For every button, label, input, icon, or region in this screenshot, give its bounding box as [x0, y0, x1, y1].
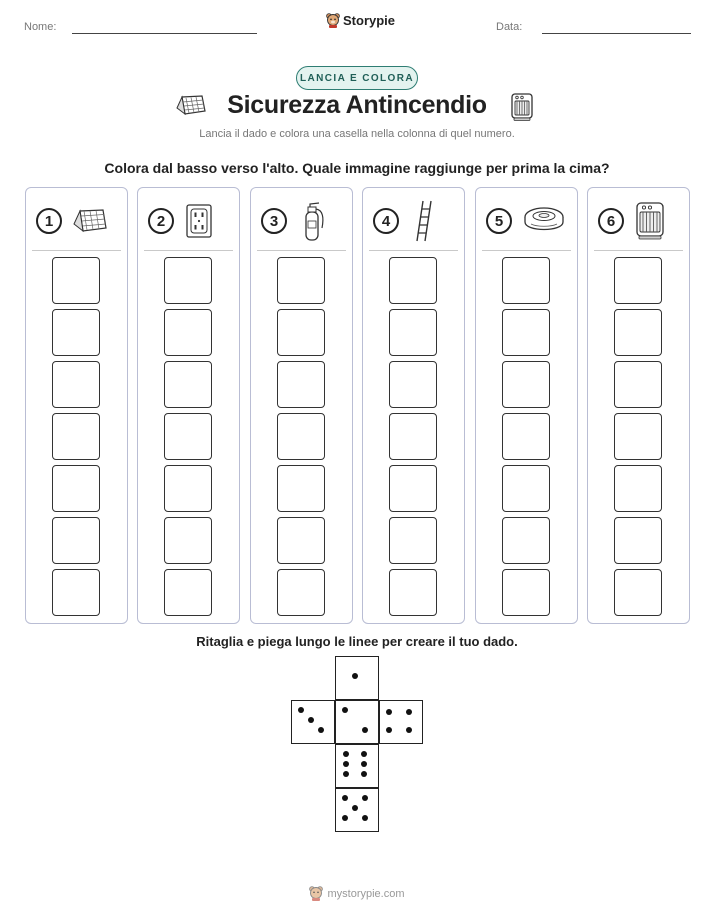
- color-box[interactable]: [52, 517, 100, 564]
- color-box[interactable]: [389, 361, 437, 408]
- column-4: [362, 187, 465, 624]
- column-5: [475, 187, 578, 624]
- cut-instruction: Ritaglia e piega lungo le linee per creare il tuo dado.: [196, 634, 518, 649]
- color-box[interactable]: [502, 257, 550, 304]
- instruction-text: Colora dal basso verso l'alto. Quale immagine raggiunge per prima la cima?: [104, 160, 610, 176]
- color-box[interactable]: [277, 413, 325, 460]
- color-box[interactable]: [614, 309, 662, 356]
- column-6: [587, 187, 690, 624]
- space-heater-icon: [634, 201, 666, 241]
- color-box[interactable]: [614, 569, 662, 616]
- color-box[interactable]: [502, 361, 550, 408]
- column-number: 2: [148, 208, 174, 234]
- brand-name: Storypie: [343, 13, 396, 28]
- color-box[interactable]: [389, 569, 437, 616]
- color-box[interactable]: [164, 569, 212, 616]
- name-line[interactable]: [72, 33, 257, 34]
- smoke-detector-icon: [522, 203, 566, 239]
- fire-extinguisher-icon: [297, 200, 327, 242]
- color-box[interactable]: [52, 361, 100, 408]
- ladder-icon: [409, 200, 435, 242]
- color-box[interactable]: [277, 309, 325, 356]
- column-number: 4: [373, 208, 399, 234]
- color-box[interactable]: [502, 413, 550, 460]
- date-line[interactable]: [542, 33, 691, 34]
- color-box[interactable]: [614, 465, 662, 512]
- die-face-four: [379, 700, 423, 744]
- space-heater-icon: [510, 92, 534, 122]
- color-box[interactable]: [389, 517, 437, 564]
- color-box[interactable]: [52, 309, 100, 356]
- color-box[interactable]: [164, 413, 212, 460]
- color-box[interactable]: [277, 257, 325, 304]
- color-box[interactable]: [52, 257, 100, 304]
- brand-logo: [326, 13, 395, 28]
- color-box[interactable]: [502, 569, 550, 616]
- name-label: Nome:: [24, 21, 57, 33]
- color-box[interactable]: [614, 257, 662, 304]
- color-box[interactable]: [164, 361, 212, 408]
- electrical-outlet-icon: [184, 204, 214, 238]
- column-3: [250, 187, 353, 624]
- color-box[interactable]: [164, 309, 212, 356]
- column-divider: [32, 250, 121, 251]
- column-number: 6: [598, 208, 624, 234]
- die-face-three: [291, 700, 335, 744]
- column-2: [137, 187, 240, 624]
- storypie-bear-icon: [326, 13, 340, 28]
- column-number: 5: [486, 208, 512, 234]
- die-face-five: [335, 788, 379, 832]
- die-face-two: [335, 700, 379, 744]
- color-box[interactable]: [614, 413, 662, 460]
- color-box[interactable]: [614, 517, 662, 564]
- color-box[interactable]: [164, 465, 212, 512]
- color-box[interactable]: [502, 309, 550, 356]
- color-box[interactable]: [277, 361, 325, 408]
- date-label: Data:: [496, 21, 523, 33]
- activity-badge: LANCIA E COLORA: [296, 66, 418, 90]
- color-box[interactable]: [52, 465, 100, 512]
- color-box[interactable]: [164, 257, 212, 304]
- color-box[interactable]: [277, 569, 325, 616]
- column-divider: [482, 250, 571, 251]
- column-number: 1: [36, 208, 62, 234]
- color-box[interactable]: [389, 257, 437, 304]
- column-divider: [257, 250, 346, 251]
- column-divider: [594, 250, 683, 251]
- column-divider: [144, 250, 233, 251]
- color-box[interactable]: [614, 361, 662, 408]
- color-box[interactable]: [502, 517, 550, 564]
- color-box[interactable]: [52, 569, 100, 616]
- fire-blanket-icon: [72, 207, 108, 235]
- column-number: 3: [261, 208, 287, 234]
- column-divider: [369, 250, 458, 251]
- footer: [0, 886, 714, 901]
- color-box[interactable]: [164, 517, 212, 564]
- color-box[interactable]: [502, 465, 550, 512]
- color-box[interactable]: [277, 517, 325, 564]
- die-face-one: [335, 656, 379, 700]
- color-box[interactable]: [389, 309, 437, 356]
- footer-url[interactable]: mystorypie.com: [327, 887, 405, 900]
- color-box[interactable]: [389, 465, 437, 512]
- page-title: Sicurezza Antincendio: [227, 91, 487, 119]
- color-box[interactable]: [389, 413, 437, 460]
- storypie-bear-icon: [309, 886, 323, 901]
- page-subtitle: Lancia il dado e colora una casella nella colonna di quel numero.: [199, 128, 515, 140]
- color-box[interactable]: [52, 413, 100, 460]
- color-box[interactable]: [277, 465, 325, 512]
- die-face-six: [335, 744, 379, 788]
- column-1: [25, 187, 128, 624]
